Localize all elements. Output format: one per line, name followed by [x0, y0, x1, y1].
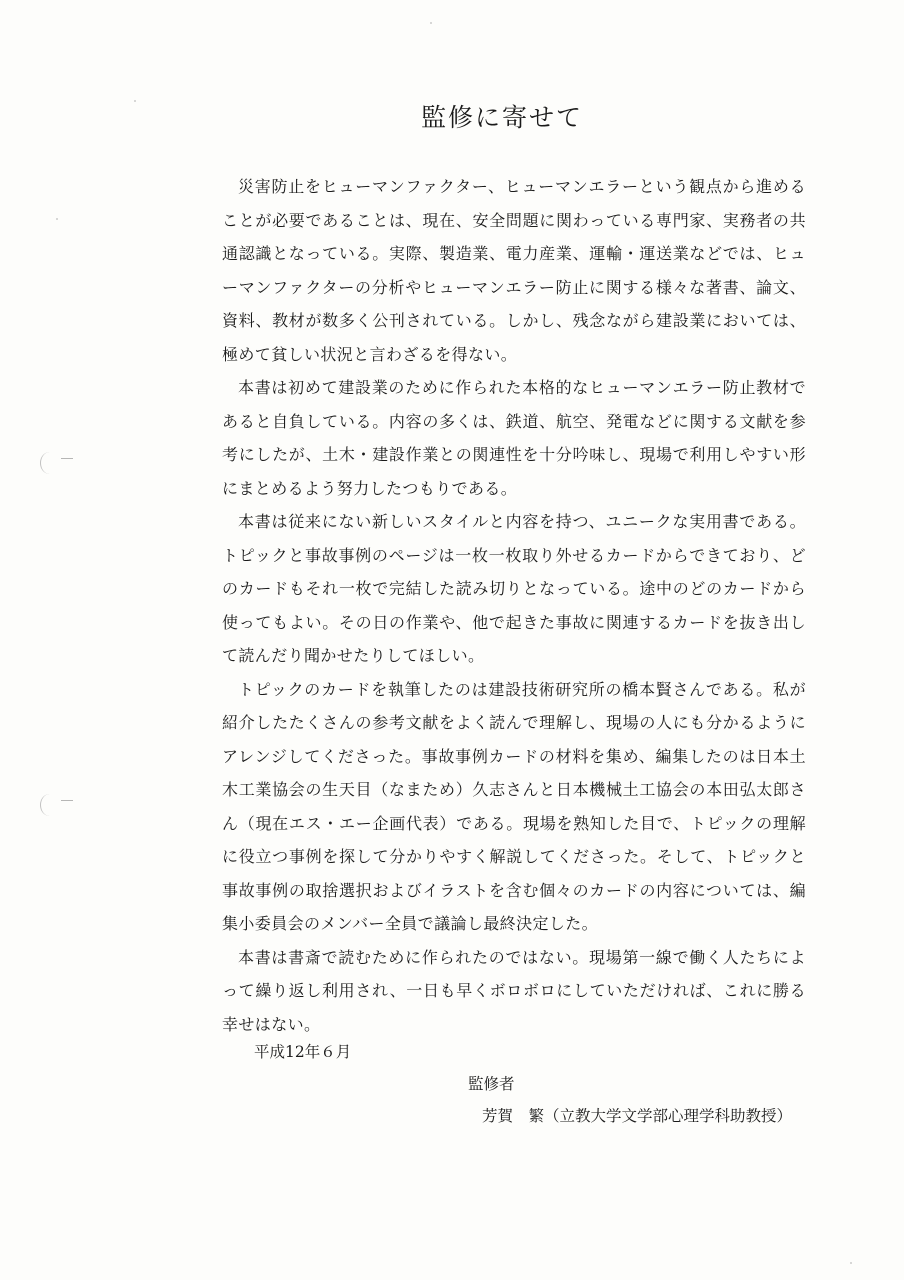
body-text	[222, 170, 806, 1041]
paragraph: トピックのカードを執筆したのは建設技術研究所の橋本賢さんである。私が紹介したたくさんの参考文献をよく読んで理解し、現場の人にも分かるようにアレンジしてくださった。事故事例カードの材料を集め、編集したのは日本土木工業協会の生天目（なまため）久志さんと日本機械土工協会の本田弘太郎さん（現在エス・エー企画代表）である。現場を熟知した目で、トピックの理解に役立つ事例を探して分かりやすく解説してくださった。そして、トピックと事故事例の取捨選択およびイラストを含む個々のカードの内容については、編集小委員会のメンバー全員で議論し最終決定した。	[222, 679, 806, 933]
signature-role: 監修者	[468, 1075, 515, 1093]
signature-name: 芳賀 繁（立教大学文学部心理学科助教授）	[482, 1107, 793, 1125]
scan-speck	[430, 22, 432, 24]
page-title: 監修に寄せて	[420, 103, 583, 132]
paragraph: 本書は初めて建設業のために作られた本格的なヒューマンエラー防止教材であると自負している。内容の多くは、鉄道、航空、発電などに関する文献を参考にしたが、土木・建設作業との関連性を十分吟味し、現場で利用しやすい形にまとめるよう努力したつもりである。	[222, 378, 806, 498]
punch-hole-mark-upper	[40, 452, 59, 474]
paragraph: 本書は従来にない新しいスタイルと内容を持つ、ユニークな実用書である。トピックと事故事例のページは一枚一枚取り外せるカードからできており、どのカードもそれ一枚で完結した読み切りとなっている。途中のどのカードから使ってもよい。その日の作業や、他で起きた事故に関連するカードを抜き出して読んだり聞かせたりしてほしい。	[222, 512, 806, 665]
paragraph: 本書は書斎で読むために作られたのではない。現場第一線で働く人たちによって繰り返し利用され、一日も早くボロボロにしていただければ、これに勝る幸せはない。	[222, 947, 806, 1034]
punch-hole-mark-lower	[40, 794, 59, 816]
paragraph: 災害防止をヒューマンファクター、ヒューマンエラーという観点から進めることが必要であることは、現在、安全問題に関わっている専門家、実務者の共通認識となっている。実際、製造業、電力産業、運輸・運送業などでは、ヒューマンファクターの分析やヒューマンエラー防止に関する様々な著書、論文、資料、教材が数多く公刊されている。しかし、残念ながら建設業においては、極めて貧しい状況と言わざるを得ない。	[222, 177, 806, 364]
date: 平成12年６月	[254, 1043, 352, 1061]
scan-speck	[56, 218, 58, 220]
scan-speck	[850, 1262, 852, 1264]
